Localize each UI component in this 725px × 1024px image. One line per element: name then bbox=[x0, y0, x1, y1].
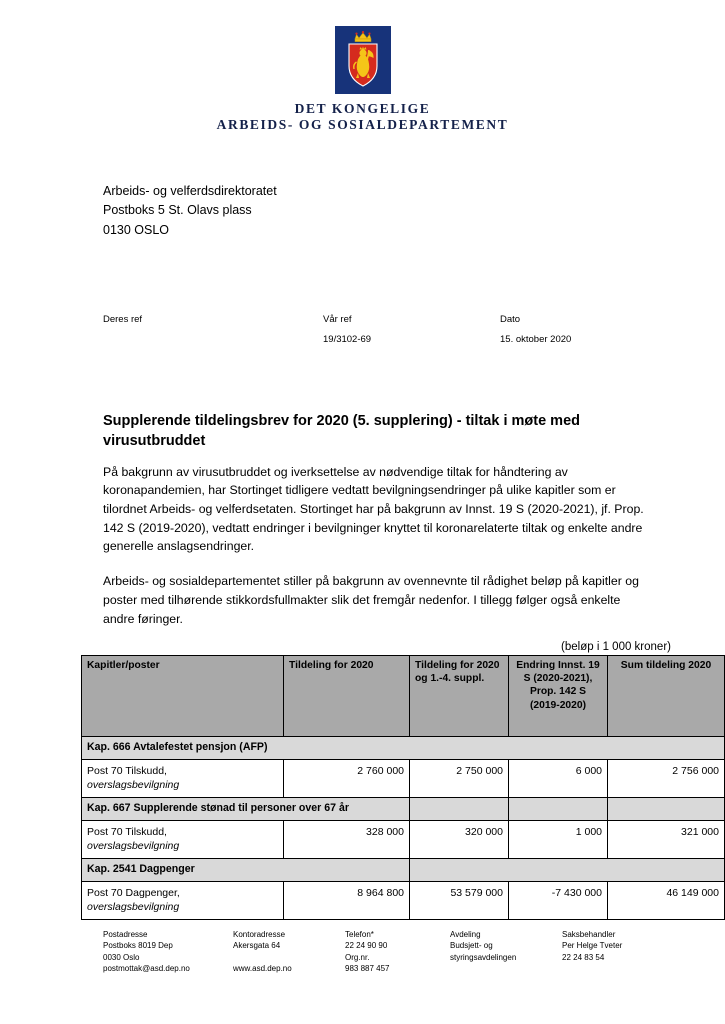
footer-col-telefon bbox=[345, 929, 450, 974]
page-footer bbox=[103, 929, 648, 974]
footer-postadresse-line3: 0030 Oslo bbox=[103, 952, 140, 962]
recipient-address-block bbox=[103, 182, 277, 240]
footer-label-orgnr: Org.nr. bbox=[345, 952, 370, 962]
norwegian-coat-of-arms-icon bbox=[335, 26, 391, 94]
footer-kontoradresse-line2: Akersgata 64 bbox=[233, 941, 281, 951]
footer-label-postadresse: Postadresse bbox=[103, 930, 148, 939]
col-header-sum-tildeling: Sum tildeling 2020 bbox=[608, 656, 725, 737]
section-filler bbox=[509, 798, 608, 821]
cell-endring: 6 000 bbox=[509, 759, 608, 797]
footer-label-avdeling: Avdeling bbox=[450, 930, 481, 939]
post-cell bbox=[82, 759, 284, 797]
reference-block bbox=[103, 314, 643, 348]
section-filler bbox=[410, 859, 725, 882]
section-filler bbox=[608, 798, 725, 821]
footer-email[interactable]: postmottak@asd.dep.no bbox=[103, 964, 190, 974]
footer-website[interactable]: www.asd.dep.no bbox=[233, 964, 292, 974]
col-header-tildeling-suppl: Tildeling for 2020 og 1.-4. suppl. bbox=[410, 656, 509, 737]
reference-values-row bbox=[103, 334, 643, 348]
footer-saksbehandler-name: Per Helge Tveter bbox=[562, 941, 623, 951]
footer-postadresse-line2: Postboks 8019 Dep bbox=[103, 941, 173, 951]
letterhead bbox=[0, 0, 725, 134]
cell-tildeling-2020: 8 964 800 bbox=[284, 881, 410, 919]
section-label: Kap. 666 Avtalefestet pensjon (AFP) bbox=[82, 737, 725, 760]
body-paragraph-2: Arbeids- og sosialdepartementet stiller på bakgrunn av ovennevnte til rådighet beløp på kapitler og poster med tilhørende stikkordsfullmakter slik det fremgår nedenfor. I tillegg følger også enkelte andre føringer. bbox=[103, 574, 639, 626]
table-head bbox=[82, 656, 725, 737]
dato-value: 15. oktober 2020 bbox=[500, 334, 572, 345]
recipient-city: 0130 OSLO bbox=[103, 222, 170, 237]
table-header-row bbox=[82, 656, 725, 737]
deres-ref-label: Deres ref bbox=[103, 314, 143, 325]
table-section-row bbox=[82, 859, 725, 882]
post-name: Post 70 Tilskudd, bbox=[87, 764, 167, 777]
recipient-name: Arbeids- og velferdsdirektoratet bbox=[103, 184, 277, 198]
footer-saksbehandler-phone: 22 24 83 54 bbox=[562, 952, 605, 962]
dato-label: Dato bbox=[500, 314, 521, 325]
document-body bbox=[103, 412, 648, 628]
cell-tildeling-suppl: 53 579 000 bbox=[410, 881, 509, 919]
section-label: Kap. 2541 Dagpenger bbox=[82, 859, 410, 882]
var-ref-label: Vår ref bbox=[323, 314, 352, 325]
section-filler bbox=[410, 798, 509, 821]
section-label: Kap. 667 Supplerende stønad til personer over 67 år bbox=[82, 798, 410, 821]
col-header-kapitler: Kapitler/poster bbox=[82, 656, 284, 737]
col-header-tildeling-2020: Tildeling for 2020 bbox=[284, 656, 410, 737]
department-name bbox=[0, 101, 725, 134]
post-authority: overslagsbevilgning bbox=[87, 778, 180, 791]
reference-labels-row bbox=[103, 314, 643, 328]
cell-sum-tildeling: 2 756 000 bbox=[608, 759, 725, 797]
amount-unit-note: (beløp i 1 000 kroner) bbox=[561, 641, 671, 653]
footer-col-avdeling bbox=[450, 929, 562, 974]
footer-orgnr-value: 983 887 457 bbox=[345, 964, 390, 974]
table-section-row bbox=[82, 737, 725, 760]
post-authority: overslagsbevilgning bbox=[87, 840, 180, 853]
footer-col-kontoradresse bbox=[233, 929, 345, 974]
footer-avdeling-line3: styringsavdelingen bbox=[450, 952, 517, 962]
cell-tildeling-2020: 2 760 000 bbox=[284, 759, 410, 797]
cell-tildeling-suppl: 2 750 000 bbox=[410, 759, 509, 797]
recipient-street: Postboks 5 St. Olavs plass bbox=[103, 203, 252, 218]
post-authority: overslagsbevilgning bbox=[87, 901, 180, 914]
cell-endring: 1 000 bbox=[509, 820, 608, 858]
allocation-table-zone bbox=[81, 641, 719, 920]
var-ref-value: 19/3102-69 bbox=[323, 334, 372, 345]
footer-telefon-number: 22 24 90 90 bbox=[345, 941, 388, 951]
crest-container bbox=[335, 26, 391, 94]
department-line-2: ARBEIDS- OG SOSIALDEPARTEMENT bbox=[216, 117, 509, 133]
table-row bbox=[82, 759, 725, 797]
footer-avdeling-line2: Budsjett- og bbox=[450, 941, 493, 951]
allocation-table bbox=[81, 655, 725, 920]
department-line-1: DET KONGELIGE bbox=[294, 101, 431, 116]
table-row bbox=[82, 881, 725, 919]
footer-label-kontoradresse: Kontoradresse bbox=[233, 930, 286, 939]
footer-col-postadresse bbox=[103, 929, 233, 974]
post-name: Post 70 Tilskudd, bbox=[87, 825, 167, 838]
col-header-endring: Endring Innst. 19 S (2020-2021), Prop. 142 S (2019-2020) bbox=[509, 656, 608, 737]
footer-columns bbox=[103, 929, 648, 974]
table-body bbox=[82, 737, 725, 920]
cell-tildeling-2020: 328 000 bbox=[284, 820, 410, 858]
post-name: Post 70 Dagpenger, bbox=[87, 886, 180, 899]
page-title: Supplerende tildelingsbrev for 2020 (5. supplering) - tiltak i møte med virusutbruddet bbox=[103, 413, 580, 449]
cell-tildeling-suppl: 320 000 bbox=[410, 820, 509, 858]
table-row bbox=[82, 820, 725, 858]
body-paragraph-1: På bakgrunn av virusutbruddet og iverksettelse av nødvendige tiltak for håndtering av koronapandemien, har Stortinget tidligere vedtatt bevilgningsendringer på ulike kapitler som er tilordnet Arbeids- og velferdsetaten. Stortinget har på bakgrunn av Innst. 19 S (2020-2021), jf. Prop. 142 S (2019-2020), vedtatt endringer i bevilgninger knyttet til koronarelaterte tiltak og enkelte andre generelle anslagsendringer. bbox=[103, 464, 644, 554]
post-cell bbox=[82, 881, 284, 919]
footer-label-telefon: Telefon* bbox=[345, 930, 374, 939]
cell-sum-tildeling: 46 149 000 bbox=[608, 881, 725, 919]
table-section-row bbox=[82, 798, 725, 821]
post-cell bbox=[82, 820, 284, 858]
footer-label-saksbehandler: Saksbehandler bbox=[562, 930, 616, 939]
footer-col-saksbehandler bbox=[562, 929, 648, 974]
cell-endring: -7 430 000 bbox=[509, 881, 608, 919]
cell-sum-tildeling: 321 000 bbox=[608, 820, 725, 858]
